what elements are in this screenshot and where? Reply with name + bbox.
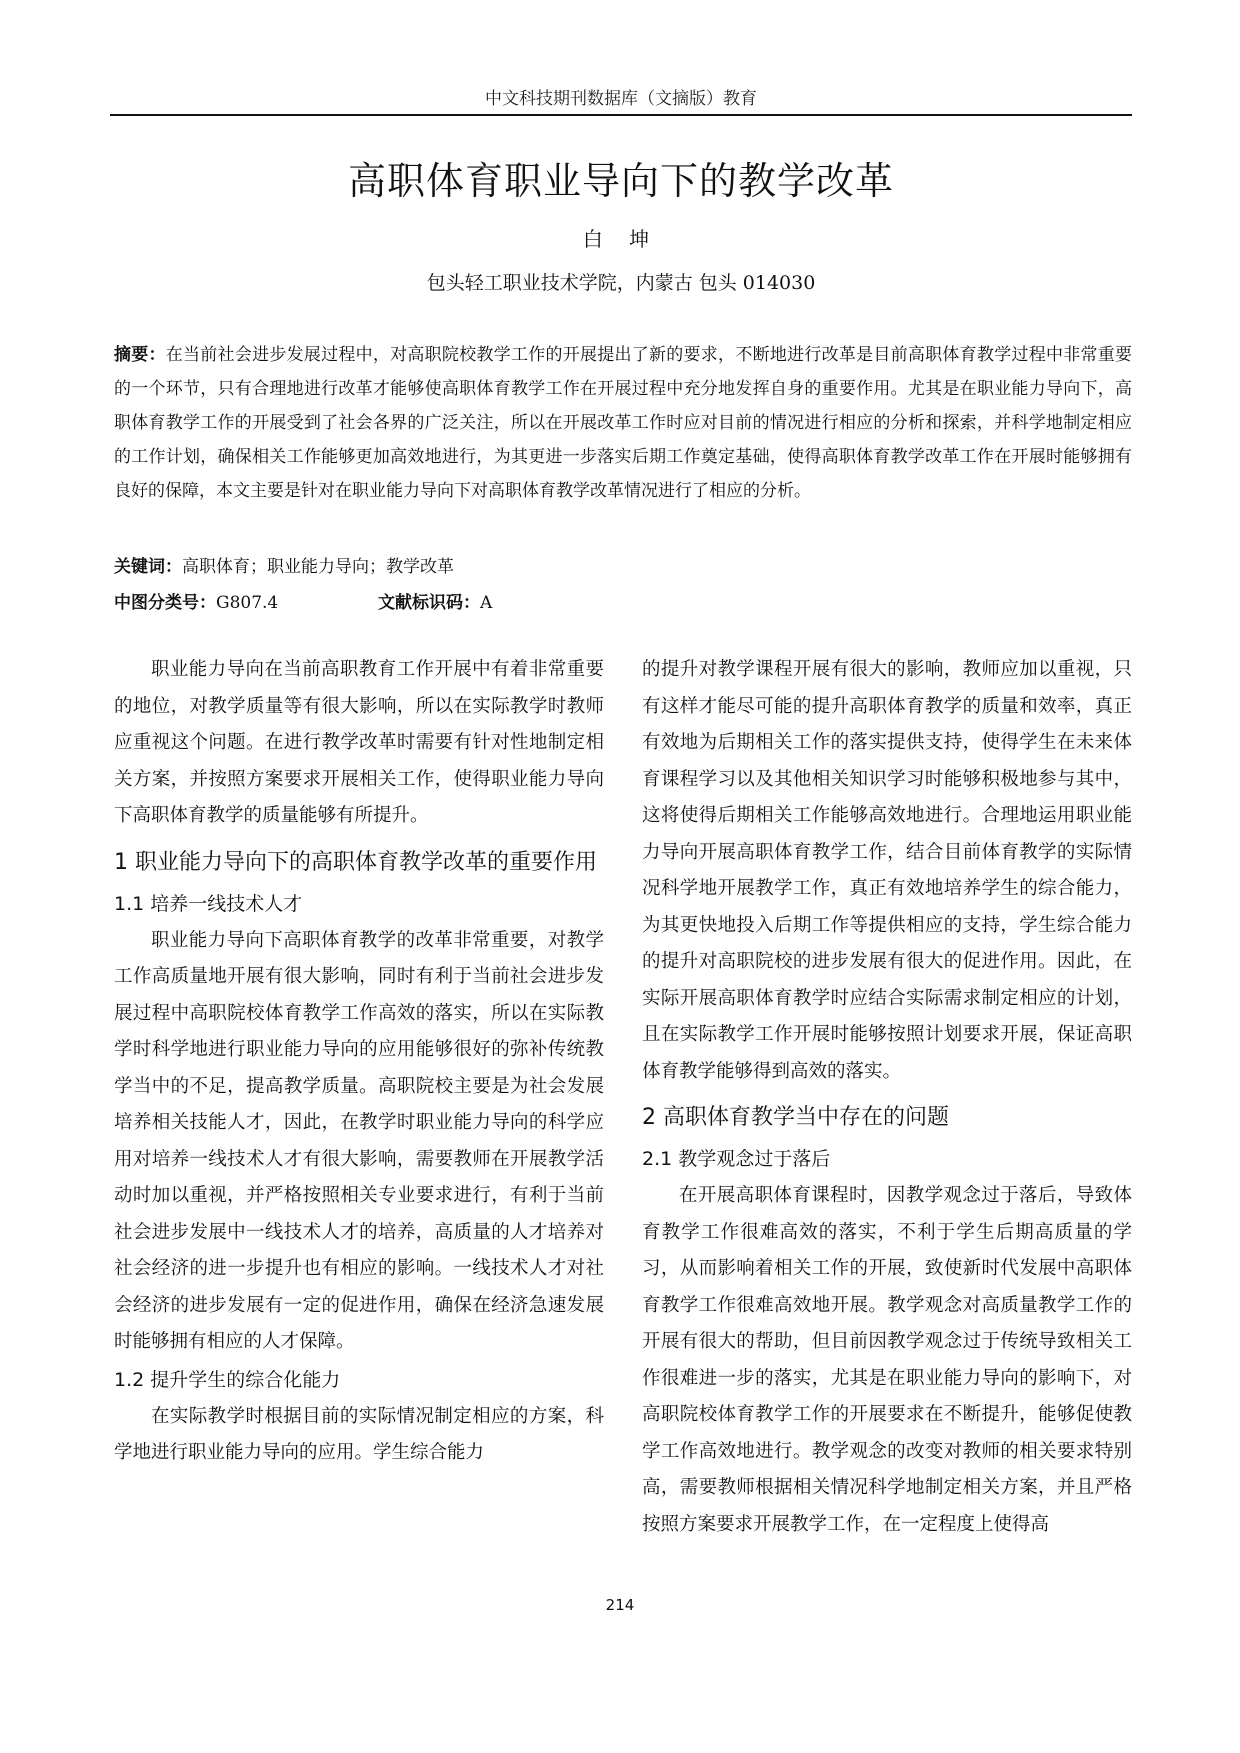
subsection-1-2-heading: 1.2 提升学生的综合化能力 [114, 1368, 341, 1391]
classification-line [114, 588, 1132, 618]
header-rule [110, 114, 1132, 116]
keywords-text: 高职体育；职业能力导向；教学改革 [182, 557, 454, 577]
section-2-heading: 2 高职体育教学当中存在的问题 [642, 1105, 949, 1130]
clc-value: G807.4 [216, 593, 279, 613]
affiliation: 包头轻工职业技术学院，内蒙古 包头 014030 [426, 272, 816, 294]
running-head: 中文科技期刊数据库（文摘版）教育 [485, 89, 757, 109]
abstract [114, 338, 1132, 508]
document-code [378, 588, 492, 618]
abstract-label: 摘要： [114, 345, 166, 365]
clc-label: 中图分类号： [114, 593, 216, 613]
subsection-1-1-heading: 1.1 培养一线技术人才 [114, 892, 303, 915]
doc-code-label: 文献标识码： [378, 593, 480, 613]
paper-title: 高职体育职业导向下的教学改革 [347, 159, 894, 203]
doc-code-value: A [480, 593, 493, 613]
subsection-1-1-paragraph: 职业能力导向下高职体育教学的改革非常重要，对教学工作高质量地开展有很大影响，同时有利于当前社会进步发展过程中高职院校体育教学工作高效的落实，所以在实际教学时科学地进行职业能力导向的应用能够很好的弥补传统教学当中的不足，提高教学质量。高职院校主要是为社会发展培养相关技能人才，因此，在教学时职业能力导向的科学应用对培养一线技术人才有很大影响，需要教师在开展教学活动时加以重视，并严格按照相关专业要求进行，有利于当前社会进步发展中一线技术人才的培养，高质量的人才培养对社会经济的进一步提升也有相应的影响。一线技术人才对社会经济的进步发展有一定的促进作用，确保在经济急速发展时能够拥有相应的人才保障。 [114, 929, 604, 1352]
continued-paragraph: 的提升对教学课程开展有很大的影响，教师应加以重视，只有这样才能尽可能的提升高职体育教学的质量和效率，真正有效地为后期相关工作的落实提供支持，使得学生在未来体育课程学习以及其他相关知识学习时能够积极地参与其中，这将使得后期相关工作能够高效地进行。合理地运用职业能力导向开展高职体育教学工作，结合目前体育教学的实际情况科学地开展教学工作，真正有效地培养学生的综合能力，为其更快地投入后期工作等提供相应的支持，学生综合能力的提升对高职院校的进步发展有很大的促进作用。因此，在实际开展高职体育教学时应结合实际需求制定相应的计划，且在实际教学工作开展时能够按照计划要求开展，保证高职体育教学能够得到高效的落实。 [642, 659, 1132, 1082]
abstract-text: 在当前社会进步发展过程中，对高职院校教学工作的开展提出了新的要求，不断地进行改革是目前高职体育教学过程中非常重要的一个环节，只有合理地进行改革才能够使高职体育教学工作在开展过程中充分地发挥自身的重要作用。尤其是在职业能力导向下，高职体育教学工作的开展受到了社会各界的广泛关注，所以在开展改革工作时应对目前的情况进行相应的分析和探索，并科学地制定相应的工作计划，确保相关工作能够更加高效地进行，为其更进一步落实后期工作奠定基础，使得高职体育教学改革工作在开展时能够拥有良好的保障，本文主要是针对在职业能力导向下对高职体育教学改革情况进行了相应的分析。 [114, 345, 1133, 501]
keywords-label: 关键词： [114, 557, 182, 577]
right-column [642, 652, 1132, 1543]
page-number: 214 [605, 1596, 635, 1614]
subsection-2-1-paragraph: 在开展高职体育课程时，因教学观念过于落后，导致体育教学工作很难高效的落实，不利于学生后期高质量的学习，从而影响着相关工作的开展，致使新时代发展中高职体育教学工作很难高效地开展。教学观念对高质量教学工作的开展有很大的帮助，但目前因教学观念过于传统导致相关工作很难进一步的落实，尤其是在职业能力导向的影响下，对高职院校体育教学工作的开展要求在不断提升，能够促使教学工作高效地进行。教学观念的改变对教师的相关要求特别高，需要教师根据相关情况科学地制定相关方案，并且严格按照方案要求开展教学工作，在一定程度上使得高 [642, 1185, 1132, 1535]
subsection-1-2-paragraph: 在实际教学时根据目前的实际情况制定相应的方案，科学地进行职业能力导向的应用。学生综合能力 [114, 1405, 604, 1463]
section-1-heading: 1 职业能力导向下的高职体育教学改革的重要作用 [114, 849, 597, 875]
intro-paragraph: 职业能力导向在当前高职教育工作开展中有着非常重要的地位，对教学质量等有很大影响，所以在实际教学时教师应重视这个问题。在进行教学改革时需要有针对性地制定相关方案，并按照方案要求开展相关工作，使得职业能力导向下高职体育教学的质量能够有所提升。 [114, 659, 604, 826]
keywords [114, 552, 1132, 582]
clc-number [114, 593, 278, 613]
subsection-2-1-heading: 2.1 教学观念过于落后 [642, 1148, 831, 1170]
author: 白 坤 [582, 227, 660, 251]
left-column [114, 652, 604, 1472]
